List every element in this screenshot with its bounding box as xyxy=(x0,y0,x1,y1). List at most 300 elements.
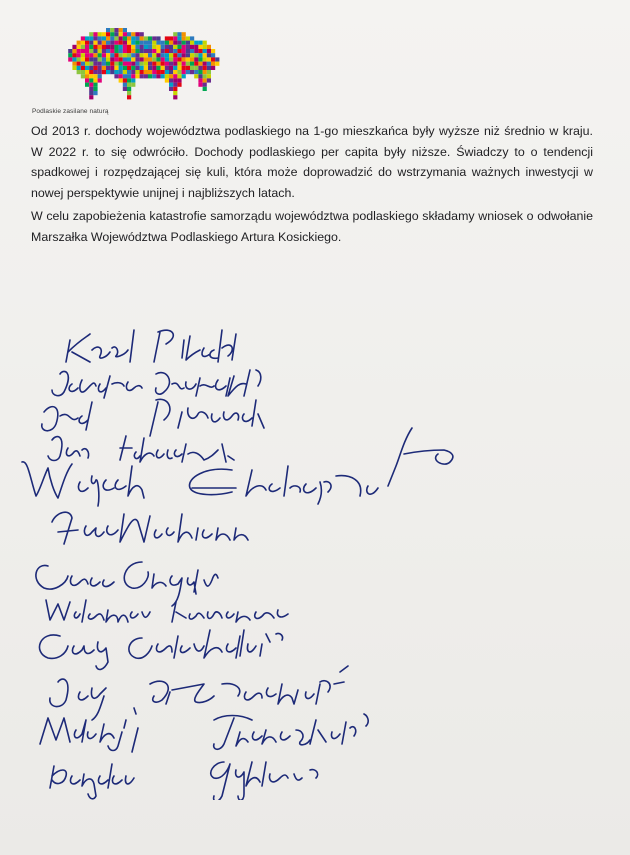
bison-logo-pixel xyxy=(123,36,127,40)
bison-logo-pixel xyxy=(114,53,118,57)
bison-logo-pixel xyxy=(131,49,135,53)
bison-logo-pixel xyxy=(152,70,156,74)
bison-logo-pixel xyxy=(131,57,135,61)
bison-logo-pixel xyxy=(152,41,156,45)
bison-logo-pixel xyxy=(140,41,144,45)
bison-logo-pixel xyxy=(207,78,211,82)
bison-logo-pixel xyxy=(89,62,93,66)
bison-logo-pixel xyxy=(198,53,202,57)
signature-7 xyxy=(36,562,218,606)
bison-logo-pixel xyxy=(173,57,177,61)
bison-logo-pixel xyxy=(72,62,76,66)
bison-logo-pixel xyxy=(89,91,93,95)
bison-logo-pixel xyxy=(186,45,190,49)
bison-logo-pixel xyxy=(173,87,177,91)
bison-logo-pixel xyxy=(131,78,135,82)
bison-logo-pixel xyxy=(177,78,181,82)
bison-logo-pixel xyxy=(131,83,135,87)
bison-logo-pixel xyxy=(119,45,123,49)
bison-logo-pixel xyxy=(93,83,97,87)
bison-logo-pixel xyxy=(98,45,102,49)
bison-logo-pixel xyxy=(135,66,139,70)
bison-logo-pixel xyxy=(89,36,93,40)
bison-logo-pixel xyxy=(152,49,156,53)
bison-logo-pixel xyxy=(148,53,152,57)
bison-logo-pixel xyxy=(77,45,81,49)
bison-logo-pixel xyxy=(123,41,127,45)
bison-logo-pixel xyxy=(165,66,169,70)
bison-logo-pixel xyxy=(89,74,93,78)
bison-logo-pixel xyxy=(77,62,81,66)
bison-logo-pixel xyxy=(127,74,131,78)
bison-logo-pixel xyxy=(72,53,76,57)
bison-logo-pixel xyxy=(156,53,160,57)
bison-logo-pixel xyxy=(81,57,85,61)
bison-logo-pixel xyxy=(207,45,211,49)
bison-logo-pixel xyxy=(123,74,127,78)
bison-logo-pixel xyxy=(131,62,135,66)
bison-logo-pixel xyxy=(98,41,102,45)
bison-logo-pixel xyxy=(123,78,127,82)
bison-logo-pixel xyxy=(198,57,202,61)
bison-logo-pixel xyxy=(203,49,207,53)
bison-logo-pixel xyxy=(182,74,186,78)
bison-logo-pixel xyxy=(106,49,110,53)
bison-logo-pixel xyxy=(169,45,173,49)
bison-logo-pixel xyxy=(106,57,110,61)
bison-logo-pixel xyxy=(203,74,207,78)
bison-logo-pixel xyxy=(127,53,131,57)
bison-logo-pixel xyxy=(102,45,106,49)
bison-logo-pixel xyxy=(102,62,106,66)
bison-logo-pixel xyxy=(102,36,106,40)
bison-logo-pixel xyxy=(77,57,81,61)
bison-logo-pixel xyxy=(207,49,211,53)
bison-logo-pixel xyxy=(165,70,169,74)
bison-logo-pixel xyxy=(190,57,194,61)
bison-logo-pixel xyxy=(123,70,127,74)
signature-1 xyxy=(66,330,236,362)
bison-logo-pixel xyxy=(177,36,181,40)
bison-logo-pixel xyxy=(207,62,211,66)
bison-logo-pixel xyxy=(194,66,198,70)
bison-logo-pixel xyxy=(114,28,118,32)
bison-logo-pixel xyxy=(190,70,194,74)
bison-logo-pixel xyxy=(81,41,85,45)
bison-logo-pixel xyxy=(140,70,144,74)
bison-logo-pixel xyxy=(114,41,118,45)
bison-logo-pixel xyxy=(127,57,131,61)
bison-logo-pixel xyxy=(186,66,190,70)
bison-logo-pixel xyxy=(81,36,85,40)
bison-logo-pixel xyxy=(169,49,173,53)
bison-logo-pixel xyxy=(93,57,97,61)
bison-logo-pixel xyxy=(161,74,165,78)
bison-logo-pixel xyxy=(98,62,102,66)
bison-logo-pixel xyxy=(182,36,186,40)
logo-tagline: Podlaskie zasilane naturą xyxy=(32,108,109,115)
bison-logo-pixel xyxy=(77,66,81,70)
bison-logo-pixel xyxy=(198,74,202,78)
bison-logo-pixel xyxy=(140,74,144,78)
signature-9 xyxy=(39,630,282,669)
bison-logo-pixel xyxy=(152,36,156,40)
bison-logo-pixel xyxy=(203,78,207,82)
bison-logo-pixel xyxy=(144,41,148,45)
bison-logo-pixel xyxy=(140,53,144,57)
bison-logo-pixel xyxy=(148,45,152,49)
signature-4 xyxy=(48,436,234,462)
bison-logo-pixel xyxy=(144,45,148,49)
bison-logo-pixel xyxy=(98,74,102,78)
bison-logo-pixel xyxy=(89,45,93,49)
bison-logo-pixel xyxy=(123,83,127,87)
bison-logo-pixel xyxy=(127,70,131,74)
bison-logo-pixel xyxy=(89,87,93,91)
bison-logo-pixel xyxy=(85,41,89,45)
bison-logo-pixel xyxy=(119,57,123,61)
bison-logo-pixel xyxy=(89,53,93,57)
bison-logo-pixel xyxy=(106,36,110,40)
bison-logo-pixel xyxy=(127,91,131,95)
bison-logo-pixel xyxy=(186,36,190,40)
bison-logo-pixel xyxy=(102,49,106,53)
bison-logo-pixel xyxy=(110,45,114,49)
bison-logo-pixel xyxy=(93,91,97,95)
bison-logo-pixel xyxy=(135,74,139,78)
bison-logo-pixel xyxy=(165,53,169,57)
bison-logo-pixel xyxy=(156,41,160,45)
bison-logo-pixel xyxy=(152,57,156,61)
bison-logo-pixel xyxy=(110,70,114,74)
bison-logo-pixel xyxy=(77,53,81,57)
bison-logo-pixel xyxy=(169,83,173,87)
bison-logo-pixel xyxy=(127,62,131,66)
bison-logo-pixel xyxy=(127,95,131,99)
bison-logo-pixel xyxy=(207,53,211,57)
bison-logo-pixel xyxy=(119,74,123,78)
bison-logo-pixel xyxy=(85,53,89,57)
bison-logo-pixel xyxy=(77,41,81,45)
bison-logo-pixel xyxy=(177,83,181,87)
bison-logo-pixel xyxy=(156,36,160,40)
bison-logo-pixel xyxy=(173,95,177,99)
paragraph-motion: W celu zapobieżenia katastrofie samorządu województwa podlaskiego składamy wniosek o odwołanie Marszałka Województwa Podlaskiego Artura Kosickiego. xyxy=(31,209,593,244)
bison-logo-pixel xyxy=(194,62,198,66)
bison-logo-pixel xyxy=(68,57,72,61)
bison-logo-pixel xyxy=(194,70,198,74)
bison-logo-pixel xyxy=(140,66,144,70)
bison-logo-pixel xyxy=(106,28,110,32)
bison-logo-pixel xyxy=(169,36,173,40)
bison-logo-pixel xyxy=(182,45,186,49)
bison-logo-pixel xyxy=(182,49,186,53)
bison-logo-pixel xyxy=(72,49,76,53)
bison-logo-pixel xyxy=(110,66,114,70)
bison-logo-pixel xyxy=(161,49,165,53)
bison-logo-pixel xyxy=(110,53,114,57)
bison-logo-pixel xyxy=(102,53,106,57)
bison-logo-pixel xyxy=(123,66,127,70)
bison-logo-pixel xyxy=(190,49,194,53)
bison-logo-pixel xyxy=(110,41,114,45)
bison-logo-pixel xyxy=(119,70,123,74)
bison-logo-pixel xyxy=(161,41,165,45)
bison-logo-pixel xyxy=(198,83,202,87)
bison-logo-pixel xyxy=(173,32,177,36)
bison-logo-pixel xyxy=(203,41,207,45)
bison-logo-pixel xyxy=(148,36,152,40)
bison-logo-pixel xyxy=(93,70,97,74)
bison-logo-pixel xyxy=(127,49,131,53)
bison-logo-pixel xyxy=(93,45,97,49)
bison-logo-pixel xyxy=(203,53,207,57)
bison-logo-pixel xyxy=(173,45,177,49)
signature-5 xyxy=(22,428,453,506)
bison-logo-pixel xyxy=(144,74,148,78)
bison-logo-pixel xyxy=(173,41,177,45)
bison-logo-pixel xyxy=(211,53,215,57)
bison-logo-pixel xyxy=(114,57,118,61)
bison-logo-pixel xyxy=(156,66,160,70)
bison-logo-pixel xyxy=(173,70,177,74)
bison-logo-pixel xyxy=(135,62,139,66)
bison-logo-pixel xyxy=(165,78,169,82)
bison-logo-pixel xyxy=(106,53,110,57)
bison-logo-pixel xyxy=(173,83,177,87)
bison-logo-pixel xyxy=(89,66,93,70)
bison-logo-pixel xyxy=(161,70,165,74)
bison-logo-pixel xyxy=(85,70,89,74)
bison-logo-pixel xyxy=(89,41,93,45)
bison-logo-pixel xyxy=(148,70,152,74)
signature-10 xyxy=(50,666,348,720)
bison-logo-pixel xyxy=(102,32,106,36)
bison-logo-pixel xyxy=(144,62,148,66)
bison-logo-pixel xyxy=(207,66,211,70)
bison-logo-pixel xyxy=(85,36,89,40)
bison-logo-pixel xyxy=(106,45,110,49)
bison-logo-pixel xyxy=(144,36,148,40)
bison-logo-pixel xyxy=(81,66,85,70)
bison-logo-pixel xyxy=(72,45,76,49)
signature-12 xyxy=(50,762,318,800)
bison-logo-pixel xyxy=(190,36,194,40)
bison-logo-pixel xyxy=(186,41,190,45)
bison-logo-pixel xyxy=(114,66,118,70)
bison-logo-pixel xyxy=(123,28,127,32)
bison-logo-pixel xyxy=(156,70,160,74)
bison-logo-pixel xyxy=(114,74,118,78)
bison-logo-pixel xyxy=(131,41,135,45)
bison-logo-pixel xyxy=(182,66,186,70)
bison-logo-pixel xyxy=(182,53,186,57)
bison-logo-pixel xyxy=(198,66,202,70)
bison-logo-pixel xyxy=(207,70,211,74)
bison-logo-pixel xyxy=(173,36,177,40)
bison-logo-pixel xyxy=(186,49,190,53)
bison-logo-pixel xyxy=(190,66,194,70)
bison-logo-pixel xyxy=(135,36,139,40)
bison-logo-pixel xyxy=(135,32,139,36)
bison-logo-pixel xyxy=(102,57,106,61)
signature-6 xyxy=(52,512,248,544)
bison-logo-pixel xyxy=(110,36,114,40)
bison-logo-pixel xyxy=(215,62,219,66)
bison-logo-pixel xyxy=(119,62,123,66)
bison-logo-pixel xyxy=(106,70,110,74)
bison-logo-pixel xyxy=(127,45,131,49)
bison-logo-pixel xyxy=(81,74,85,78)
bison-logo-pixel xyxy=(169,87,173,91)
bison-logo-pixel xyxy=(148,57,152,61)
bison-logo-pixel xyxy=(81,70,85,74)
bison-logo-pixel xyxy=(119,36,123,40)
bison-logo-pixel xyxy=(89,32,93,36)
bison-logo-pixel xyxy=(161,57,165,61)
bison-logo-pixel xyxy=(207,57,211,61)
bison-logo-pixel xyxy=(135,57,139,61)
bison-logo-pixel xyxy=(161,66,165,70)
bison-logo-pixel xyxy=(148,74,152,78)
bison-logo-pixel xyxy=(211,57,215,61)
bison-logo-pixel xyxy=(182,57,186,61)
bison-logo-pixel xyxy=(177,70,181,74)
bison-logo-pixel xyxy=(123,49,127,53)
bison-logo-pixel xyxy=(169,62,173,66)
bison-logo-pixel xyxy=(110,32,114,36)
bison-logo-pixel xyxy=(93,87,97,91)
bison-logo-pixel xyxy=(68,53,72,57)
bison-logo-pixel xyxy=(89,57,93,61)
bison-logo-pixel xyxy=(106,62,110,66)
bison-logo-pixel xyxy=(156,57,160,61)
bison-logo-pixel xyxy=(123,87,127,91)
bison-logo-pixel xyxy=(98,32,102,36)
bison-logo-pixel xyxy=(140,62,144,66)
bison-logo-pixel xyxy=(144,53,148,57)
bison-logo-pixel xyxy=(131,32,135,36)
bison-logo-pixel xyxy=(85,49,89,53)
bison-logo-pixel xyxy=(203,62,207,66)
bison-logo-pixel xyxy=(106,66,110,70)
bison-logo-pixel xyxy=(148,49,152,53)
bison-logo-pixel xyxy=(89,78,93,82)
bison-logo-pixel xyxy=(127,87,131,91)
bison-logo-pixel xyxy=(114,32,118,36)
bison-logo-pixel xyxy=(207,74,211,78)
bison-logo-pixel xyxy=(140,32,144,36)
bison-logo-pixel xyxy=(211,62,215,66)
bison-logo-pixel xyxy=(81,45,85,49)
bison-logo-pixel xyxy=(194,74,198,78)
bison-logo-pixel xyxy=(169,70,173,74)
bison-logo-pixel xyxy=(173,62,177,66)
bison-logo-pixel xyxy=(93,62,97,66)
bison-logo-pixel xyxy=(211,66,215,70)
bison-logo-pixel xyxy=(114,45,118,49)
bison-logo-pixel xyxy=(190,62,194,66)
bison-logo-pixel xyxy=(177,53,181,57)
bison-logo-pixel xyxy=(186,53,190,57)
bison-logo-pixel xyxy=(140,45,144,49)
bison-logo-pixel xyxy=(140,49,144,53)
bison-logo-pixel xyxy=(156,62,160,66)
bison-logo-pixel xyxy=(169,41,173,45)
bison-logo-pixel xyxy=(152,45,156,49)
bison-logo-pixel xyxy=(93,36,97,40)
bison-logo-pixel xyxy=(114,62,118,66)
bison-logo-icon xyxy=(64,28,234,108)
bison-logo-pixel xyxy=(127,32,131,36)
bison-logo-pixel xyxy=(119,49,123,53)
bison-logo-pixel xyxy=(72,57,76,61)
signature-3 xyxy=(42,399,264,436)
bison-logo-pixel xyxy=(119,41,123,45)
bison-logo-pixel xyxy=(85,62,89,66)
bison-logo-pixel xyxy=(156,74,160,78)
bison-logo-pixel xyxy=(173,53,177,57)
bison-logo-pixel xyxy=(148,41,152,45)
bison-logo-pixel xyxy=(98,36,102,40)
bison-logo-pixel xyxy=(203,66,207,70)
bison-logo-pixel xyxy=(186,57,190,61)
bison-logo-pixel xyxy=(177,49,181,53)
bison-logo-pixel xyxy=(93,41,97,45)
bison-logo-pixel xyxy=(186,62,190,66)
bison-logo-pixel xyxy=(127,83,131,87)
signature-11 xyxy=(40,708,368,752)
bison-logo-pixel xyxy=(148,66,152,70)
bison-logo-pixel xyxy=(81,53,85,57)
bison-logo-pixel xyxy=(77,49,81,53)
bison-logo-pixel xyxy=(135,41,139,45)
bison-logo-pixel xyxy=(203,70,207,74)
bison-logo-pixel xyxy=(110,62,114,66)
bison-logo-pixel xyxy=(131,53,135,57)
bison-logo-pixel xyxy=(177,45,181,49)
bison-logo-pixel xyxy=(165,49,169,53)
bison-logo-pixel xyxy=(98,78,102,82)
bison-logo-pixel xyxy=(131,74,135,78)
bison-logo-pixel xyxy=(127,66,131,70)
bison-logo-pixel xyxy=(156,49,160,53)
bison-logo-pixel xyxy=(177,62,181,66)
bison-logo-pixel xyxy=(98,53,102,57)
bison-logo-pixel xyxy=(127,78,131,82)
bison-logo-pixel xyxy=(85,66,89,70)
bison-logo-pixel xyxy=(194,49,198,53)
bison-logo-pixel xyxy=(89,49,93,53)
bison-logo-pixel xyxy=(169,74,173,78)
bison-logo-pixel xyxy=(182,70,186,74)
bison-logo-pixel xyxy=(161,53,165,57)
bison-logo-pixel xyxy=(93,78,97,82)
podlaskie-logo xyxy=(30,28,240,123)
bison-logo-pixel xyxy=(165,45,169,49)
bison-logo-pixel xyxy=(110,49,114,53)
bison-logo-pixel xyxy=(85,57,89,61)
bison-logo-pixel xyxy=(89,83,93,87)
bison-logo-pixel xyxy=(203,83,207,87)
bison-logo-pixel xyxy=(169,78,173,82)
bison-logo-pixel xyxy=(194,53,198,57)
bison-logo-pixel xyxy=(173,74,177,78)
bison-logo-pixel xyxy=(152,62,156,66)
bison-logo-pixel xyxy=(123,62,127,66)
bison-logo-pixel xyxy=(177,32,181,36)
bison-logo-pixel xyxy=(190,53,194,57)
